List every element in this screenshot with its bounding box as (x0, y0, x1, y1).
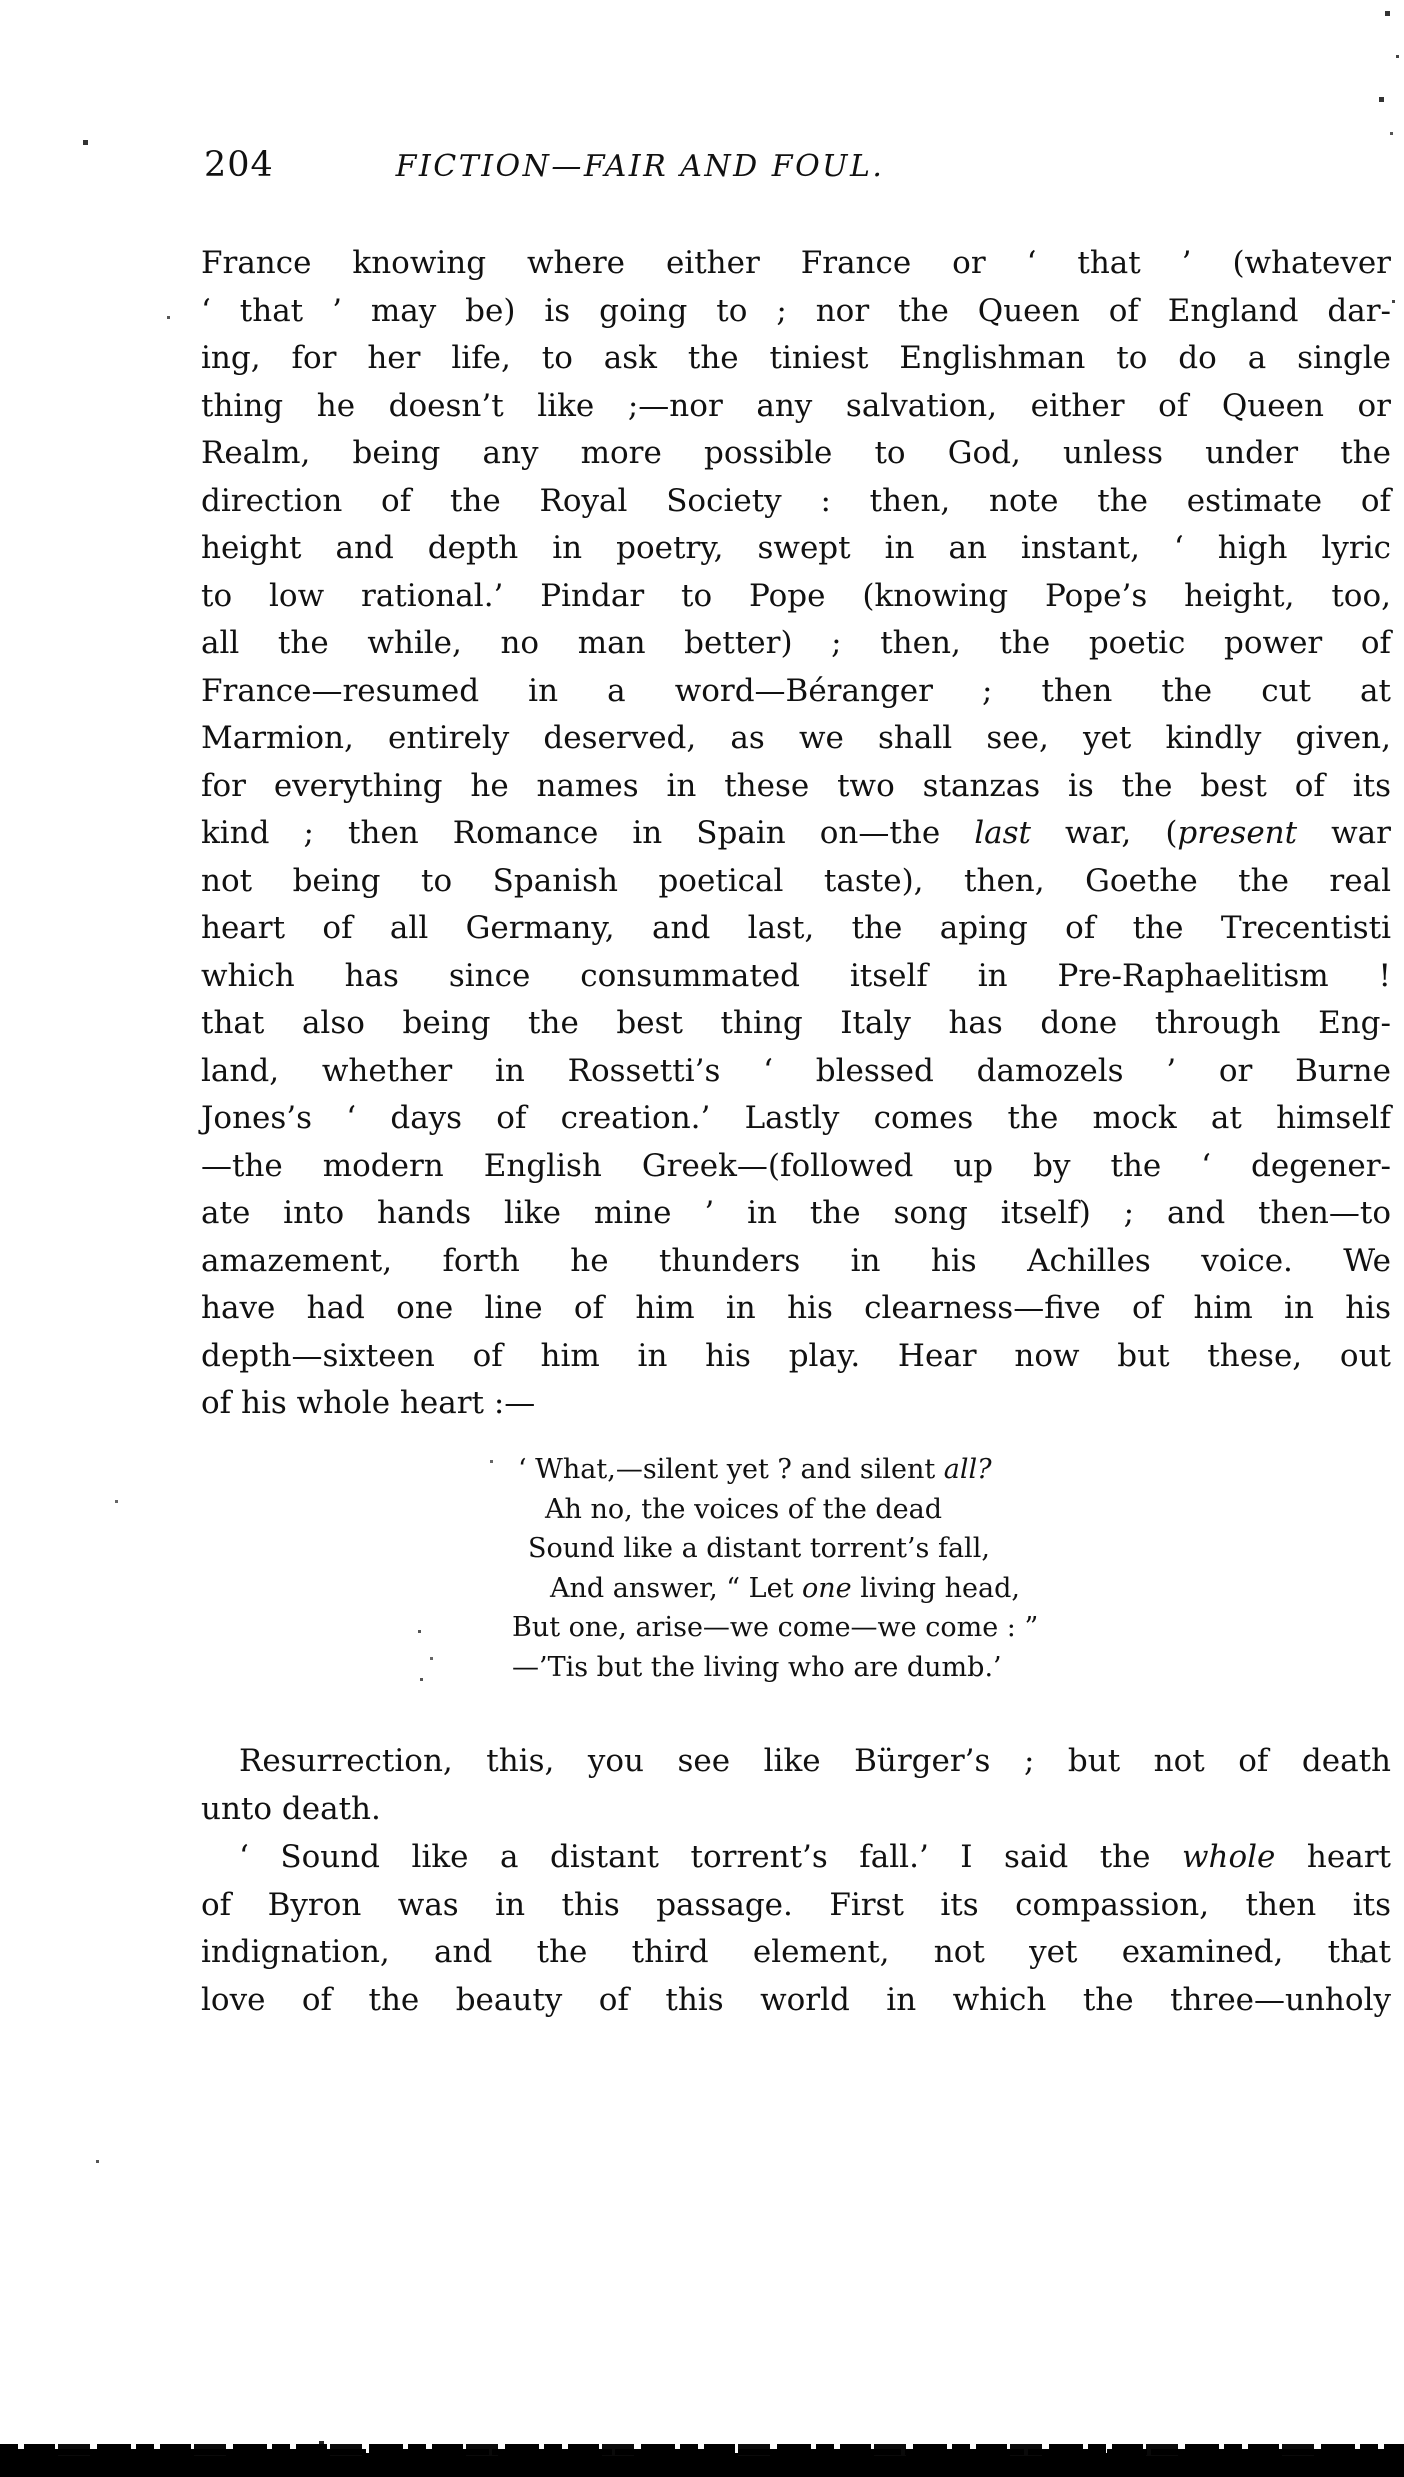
italic-text: all? (943, 1454, 992, 1485)
text-line: Sound like a distant torrent’s fall, (528, 1533, 990, 1564)
italic-text: one (802, 1572, 852, 1604)
text-line: And answer, “ Let one living head, (550, 1572, 1020, 1604)
text-line: which has since consummated itself in Pre-Raphaelitism ! (201, 957, 1391, 994)
scan-edge-artifact (0, 2453, 1404, 2477)
text-line: ‘ What,—silent yet ? and silent all? (518, 1454, 992, 1485)
text-line: height and depth in poetry, swept in an instant, ‘ high lyric (201, 530, 1391, 566)
italic-text: last (974, 815, 1031, 851)
verse-quotation (512, 1450, 1152, 1687)
paragraph-main (201, 240, 1391, 1428)
italic-text: whole (1181, 1839, 1276, 1875)
text-line: heart of all Germany, and last, the aping of the Trecentisti (201, 910, 1391, 946)
text-line: ‘ Sound like a distant torrent’s fall.’ I said the whole heart (239, 1839, 1391, 1875)
text-line: have had one line of him in his clearness—five of him in his (201, 1290, 1391, 1326)
text-line: Resurrection, this, you see like Bürger’s ; but not of death (239, 1743, 1391, 1779)
text-line: that also being the best thing Italy has done through Eng- (201, 1005, 1391, 1041)
text-line: all the while, no man better) ; then, the poetic power of (201, 625, 1391, 661)
text-line: —’Tis but the living who are dumb.’ (512, 1651, 1002, 1683)
text-line: love of the beauty of this world in which the three—unholy (201, 1981, 1391, 2018)
text-line: thing he doesn’t like ;—nor any salvation, either of Queen or (201, 387, 1391, 424)
text-line: unto death. (201, 1790, 381, 1827)
text-line: But one, arise—we come—we come : ” (512, 1612, 1039, 1643)
text-line: ate into hands like mine ’ in the song itself) ; and then—to (201, 1195, 1391, 1231)
text-line: of his whole heart :— (201, 1385, 536, 1421)
italic-text: present (1177, 815, 1298, 851)
scan-noise-specks (0, 0, 3, 3)
page-number: 204 (204, 145, 274, 185)
text-line: ‘ that ’ may be) is going to ; nor the Queen of England dar- (201, 292, 1391, 329)
text-line: depth—sixteen of him in his play. Hear now but these, out (201, 1337, 1391, 1374)
text-line: Ah no, the voices of the dead (545, 1493, 943, 1525)
text-line: of Byron was in this passage. First its compassion, then its (201, 1886, 1391, 1923)
text-line: indignation, and the third element, not yet examined, that (201, 1934, 1391, 1970)
text-line: Marmion, entirely deserved, as we shall see, yet kindly given, (201, 720, 1391, 756)
text-line: France—resumed in a word—Béranger ; then the cut at (201, 672, 1391, 709)
text-line: Jones’s ‘ days of creation.’ Lastly comes the mock at himself (201, 1100, 1391, 1136)
text-line: kind ; then Romance in Spain on—the last war, (present war (201, 815, 1391, 851)
text-line: —the modern English Greek—(followed up by the ‘ degener- (201, 1147, 1391, 1184)
text-line: to low rational.’ Pindar to Pope (knowing Pope’s height, too, (201, 577, 1391, 614)
text-line: France knowing where either France or ‘ that ’ (whatever (201, 245, 1391, 281)
text-line: ing, for her life, to ask the tiniest Englishman to do a single (201, 340, 1391, 376)
text-line: for everything he names in these two stanzas is the best of its (201, 767, 1391, 804)
text-line: land, whether in Rossetti’s ‘ blessed damozels ’ or Burne (201, 1052, 1391, 1089)
text-line: Realm, being any more possible to God, unless under the (201, 435, 1391, 471)
paragraph-sound-like (201, 1834, 1391, 2024)
paragraph-resurrection (201, 1738, 1391, 1833)
running-title: FICTION—FAIR AND FOUL. (395, 149, 885, 184)
text-line: not being to Spanish poetical taste), then, Goethe the real (201, 862, 1391, 899)
text-line: direction of the Royal Society : then, note the estimate of (201, 482, 1391, 519)
text-line: amazement, forth he thunders in his Achilles voice. We (201, 1242, 1391, 1279)
